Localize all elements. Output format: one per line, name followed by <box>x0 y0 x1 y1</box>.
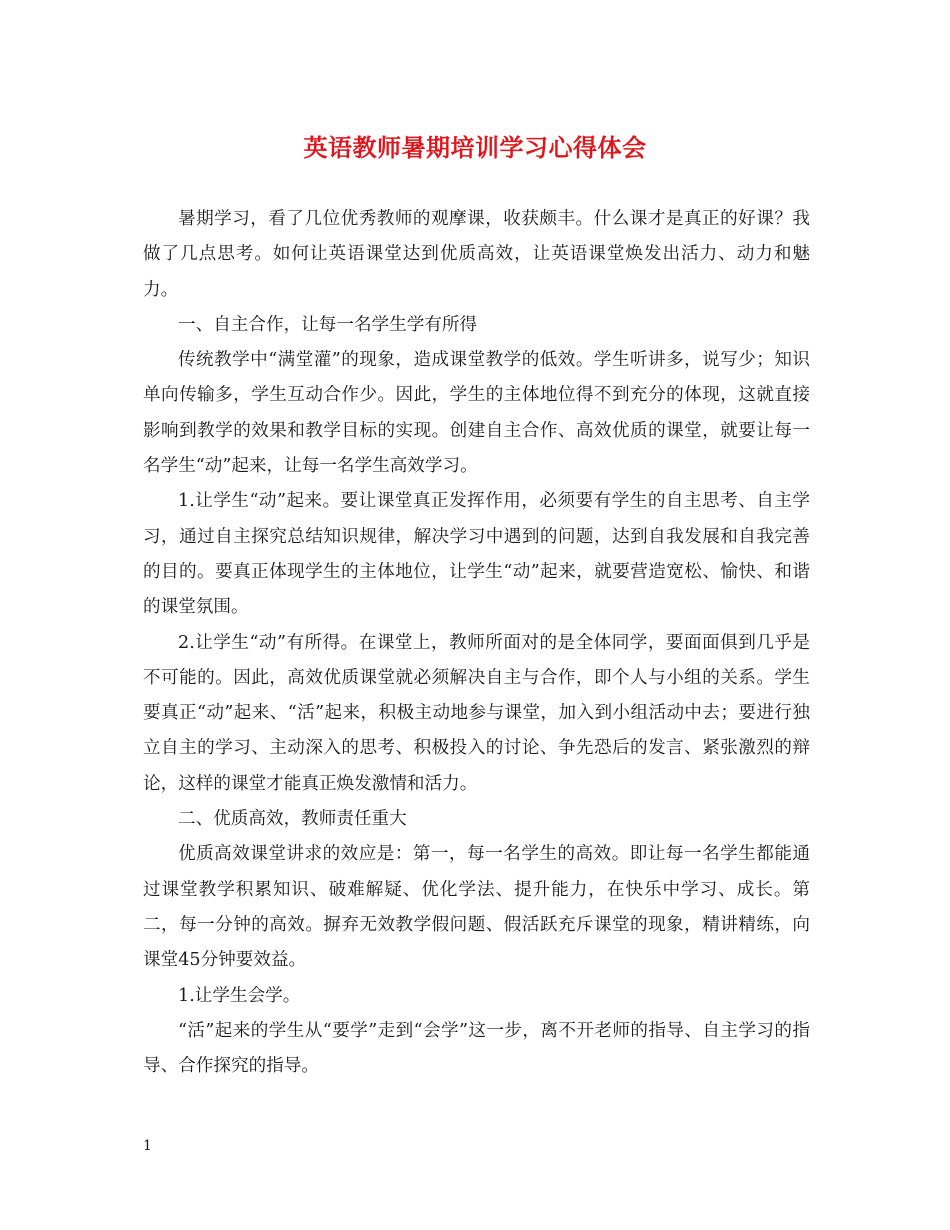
section-heading-2: 二、优质高效，教师责任重大 <box>178 809 407 830</box>
document-body <box>143 202 810 1084</box>
paragraph-point-1-1: 1.让学生“动”起来。要让课堂真正发挥作用，必须要有学生的自主思考、自主学习，通过自主探究总结知识规律，解决学习中遇到的问题，达到自我发展和自我完善的目的。要真正体现学生的主体地位，让学生“动”起来，就要营造宽松、愉快、和谐的课堂氛围。 <box>143 491 810 618</box>
paragraph-section-1: 传统教学中“满堂灌”的现象，造成课堂教学的低效。学生听讲多，说写少；知识单向传输多，学生互动合作少。因此，学生的主体地位得不到充分的体现，这就直接影响到教学的效果和教学目标的实现。创建自主合作、高效优质的课堂，就要让每一名学生“动”起来，让每一名学生高效学习。 <box>143 350 810 477</box>
paragraph-intro: 暑期学习，看了几位优秀教师的观摩课，收获颇丰。什么课才是真正的好课？我做了几点思考。如何让英语课堂达到优质高效，让英语课堂焕发出活力、动力和魅力。 <box>143 209 810 300</box>
paragraph-section-2: 优质高效课堂讲求的效应是：第一，每一名学生的高效。即让每一名学生都能通过课堂教学积累知识、破难解疑、优化学法、提升能力，在快乐中学习、成长。第二，每一分钟的高效。摒弃无效教学假问题、假活跃充斥课堂的现象，精讲精练，向课堂45分钟要效益。 <box>143 844 810 971</box>
page-number: 1 <box>143 1138 152 1154</box>
paragraph-point-2-1: 1.让学生会学。 <box>178 985 301 1006</box>
document-title: 英语教师暑期培训学习心得体会 <box>303 133 647 162</box>
paragraph-point-1-2: 2.让学生“动”有所得。在课堂上，教师所面对的是全体同学，要面面俱到几乎是不可能的。因此，高效优质课堂就必须解决自主与合作，即个人与小组的关系。学生要真正“动”起来、“活”起来，积极主动地参与课堂，加入到小组活动中去；要进行独立自主的学习、主动深入的思考、积极投入的讨论、争先恐后的发言、紧张激烈的辩论，这样的课堂才能真正焕发激情和活力。 <box>143 632 810 794</box>
paragraph-point-2-1-body: “活”起来的学生从“要学”走到“会学”这一步，离不开老师的指导、自主学习的指导、合作探究的指导。 <box>143 1020 810 1077</box>
section-heading-1: 一、自主合作，让每一名学生学有所得 <box>178 314 478 335</box>
